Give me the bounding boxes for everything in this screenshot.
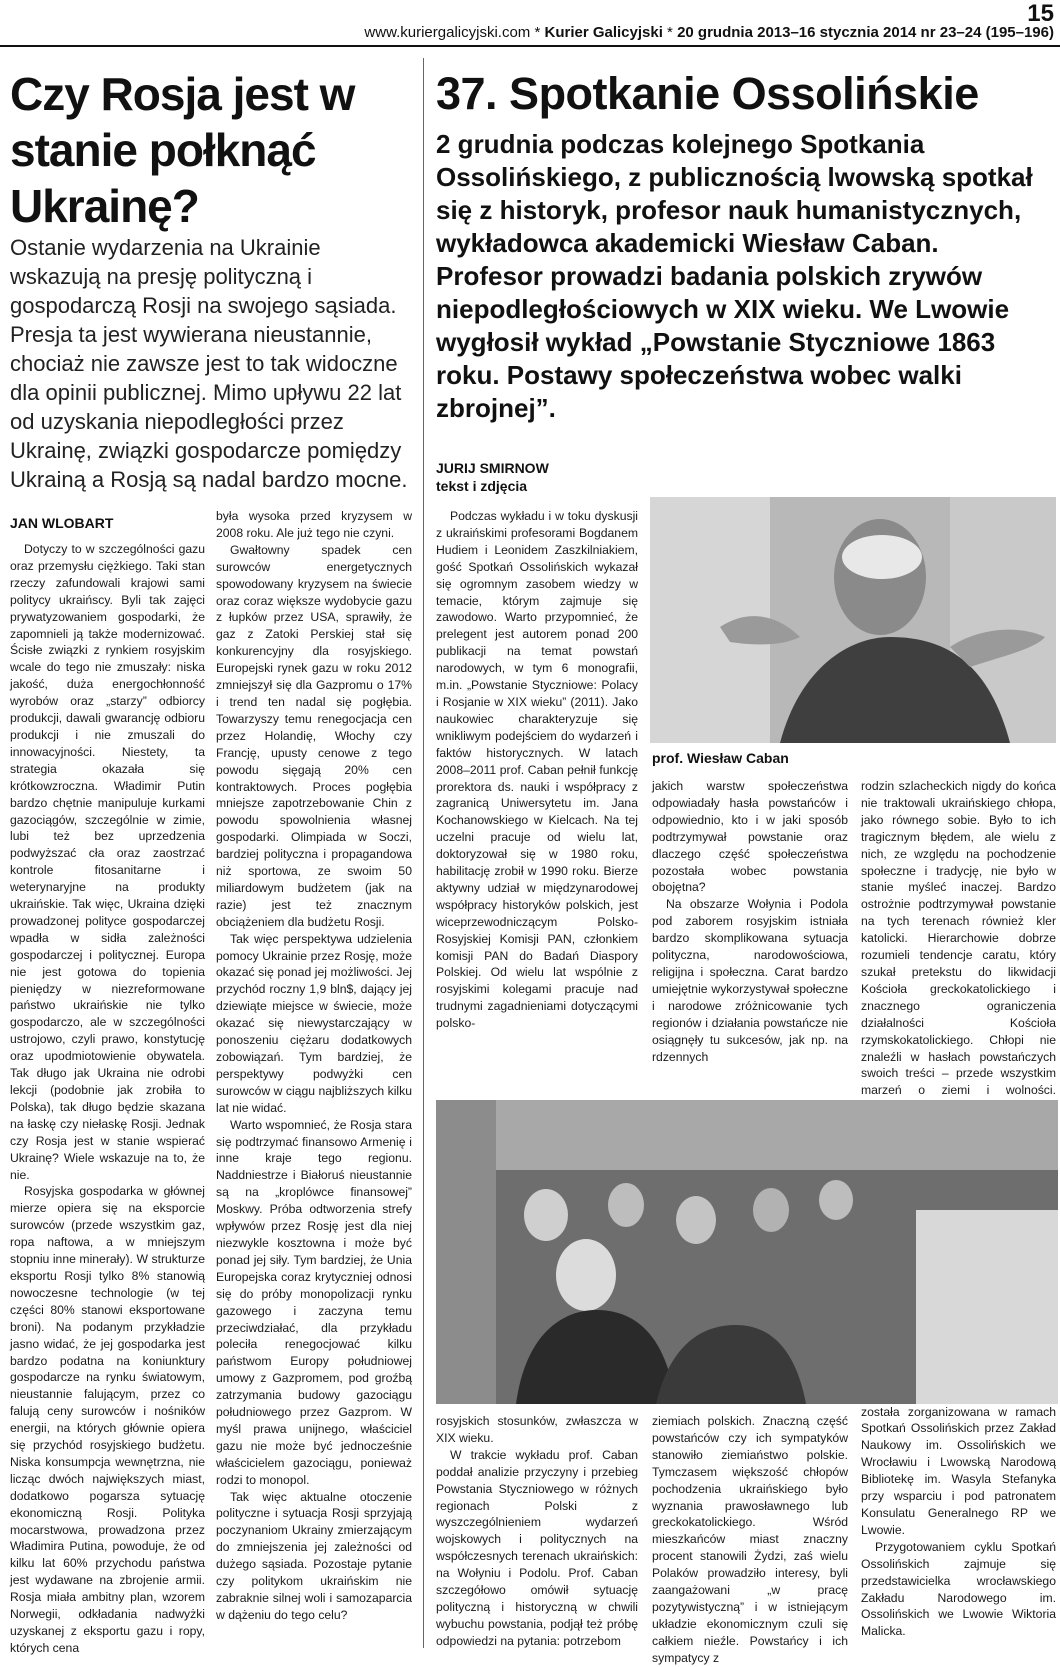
photo-audience — [436, 1100, 1058, 1404]
paragraph: była wysoka przed kryzysem w 2008 roku. Ale już tego nie czyni. — [216, 509, 412, 540]
paragraph: Warto wspomnieć, że Rosja stara się podtrzymać finansowo Armenię i inne kraje tego regionu. Naddniestrze i Białoruś nieustannie są na „kroplówce finansowej” Moskwy. Próba odtworzenia strefy wpływów przez Rosję jest dla niej niezwykle kosztowna i może być ponad jej siły. Tym bardziej, że Unia Europejska coraz krytyczniej odnosi się do próby monopolizacji rynku gazowego i zaczyna temu przeciwdziałać, dla przykładu poleciła renegocjować kilku państwom Europy południowej umowy z Gazpromem, pod groźbą zatrzymania budowy gazociągu południowego przez Gazprom. W myśl prawa unijnego, właściciel gazu nie może być jednocześnie właścicielem gazociągu, ponieważ rodzi to monopol. — [216, 1117, 412, 1487]
page-header — [0, 0, 1060, 44]
left-article-author: JAN WLOBART — [10, 515, 114, 531]
paragraph: Dotyczy to w szczególności gazu oraz przemysłu ciężkiego. Taki stan rzeczy zafundowali krajowi sami politycy ukraińscy. Byli tak zajęci prywatyzowaniem gospodarki, że zapomnieli ją także modernizować. Ścisłe związki z rynkiem rosyjskim wcale do tego nie zmuszały: niska jakość, duża energochłonność wyrobów oraz „starzy” odbiorcy produkcji, dawali gwarancję odbioru produkcji i nie zmuszali do innowacyjności. Niestety, ta strategia okazała się krótkowzroczna. Władimir Putin bardzo chętnie manipuluje kurkami gazociągów, szczególnie w zimie, lubi też bez uprzedzenia podwyższać cła oraz zaostrzać kontrole fitosanitarne i weterynaryjne na produkty ukraińskie. Tak więc, Ukraina dzięki prowadzonej polityce gospodarczej wpadła w sidła zależności gospodarczej i politycznej. Europa nie jest gotowa do topienia pieniędzy w niezreformowane państwo ukraińskie nie tylko gospodarczo, ale w szczególności ustrojowo, czyli prawo, konstytucję oraz upodmiotowienie obywatela. Tak długo jak Ukraina nie odrobi lekcji (podobnie jak zrobiła to Polska), tak długo będzie skazana na łaskę czy niełaskę Rosji. Jednak czy Rosja jest w stanie wspierać Ukrainę? Wiele wskazuje na to, że nie. — [10, 542, 205, 1182]
right-article-column-a-continued — [436, 1413, 638, 1650]
left-article-title: Czy Rosja jest w stanie połknąć Ukrainę? — [10, 68, 355, 232]
right-article-column-b — [652, 778, 848, 1065]
left-article-lead: Ostanie wydarzenia na Ukrainie wskazują na presję polityczną i gospodarczą Rosji na swojego sąsiada. Presja ta jest wywierana nieustannie, chociaż nie zawsze jest to tak widoczne dla opinii publicznej. Mimo upływu 22 lat od uzyskania niepodległości przez Ukrainę, związki gospodarcze pomiędzy Ukrainą a Rosją są nadal bardzo mocne. — [10, 235, 408, 492]
paragraph: rosyjskich stosunków, zwłaszcza w XIX wieku. — [436, 1414, 638, 1445]
paragraph: W trakcie wykładu prof. Caban poddał analizie przyczyny i przebieg Powstania Styczniowego w różnych regionach Polski z wyszczególnieniem wydarzeń wojskowych i politycznych na współczesnych terenach ukraińskich: na Wołyniu i Podolu. Prof. Caban szczegółowo omówił sytuację polityczną i historyczną w chwili wybuchu powstania, podjął też próbę odpowiedzi na pytania: potrzebom — [436, 1447, 638, 1648]
paragraph: Podczas wykładu i w toku dyskusji z ukraińskimi profesorami Bogdanem Hudiem i Leonidem Zaszkilniakiem, gość Spotkań Ossolińskich wykazał się ogromnym zasobem wiedzy w temacie, którym zajmuje się zawodowo. Warto przypomnieć, że prelegent jest autorem ponad 200 publikacji na temat powstań narodowych, w tym 6 monografii, m.in. „Powstanie Styczniowe: Polacy i Rosjanie w XIX wieku” (2011). Jako naukowiec charakteryzuje się wnikliwym podejściem do wydarzeń i faktów historycznych. W latach 2008–2011 prof. Caban pełnił funkcję prorektora ds. nauki i współpracy z zagranicą Uniwersytetu im. Jana Kochanowskiego w Kielcach. Na tej uczelni pracuje od wielu lat, doktoryzował się w 1980 roku, habilitację zrobił w 1990 roku. Bierze aktywny udział w międzynarodowej współpracy historyków polskich, jest wiceprzewodniczącym Polsko-Rosyjskiej Komisji PAN, członkiem komisji PAN do Badań Diaspory Polskiej. Od wielu lat wspólnie z rosyjskimi kolegami pracuje nad trudnymi zagadnieniami dotyczącymi polsko- — [436, 509, 638, 1031]
left-article-column-2 — [216, 508, 412, 1624]
paragraph: została zorganizowana w ramach Spotkań Ossolińskich przez Zakład Naukowy im. Ossolińskich we Wrocławiu i Lwowską Narodową Bibliotekę im. Wasyla Stefanyka przy wsparciu i pod patronatem Konsulatu Generalnego RP we Lwowie. — [861, 1404, 1056, 1537]
header-rule — [0, 45, 1060, 47]
paragraph: Na obszarze Wołynia i Podola pod zaborem rosyjskim istniała bardzo skomplikowana sytuacja polityczna, narodowościowa, religijna i społeczna. Carat bardzo umiejętnie wykorzystywał społeczne i narodowe zróżnicowanie tych regionów i działania powstańcze nie osiągnęły tu sukcesów, jak np. na rdzennych — [652, 897, 848, 1064]
masthead — [364, 24, 1054, 41]
paragraph: Tak więc perspektywa udzielenia pomocy Ukrainie przez Rosję, może okazać się ponad jej możliwości. Jej przychód roczny 1,9 bln$, dający jej dziewiąte miejsce w świecie, może okazać się niewystarczający w ponoszeniu ciężaru dodatkowych zobowiązań. Tym bardziej, że perspektywy podwyżki cen surowców w ciągu najbliższych kilku lat nie widać. — [216, 931, 412, 1115]
photo-caption: prof. Wiesław Caban — [652, 750, 789, 766]
right-article-column-a — [436, 508, 638, 1032]
paragraph: jakich warstw społeczeństwa odpowiadały hasła powstańców i odpowiednio, kto i w jaki sposób podtrzymywał powstanie oraz dlaczego część społeczeństwa pozostała wobec powstania obojętna? — [652, 779, 848, 895]
paper-name: Kurier Galicyjski — [544, 24, 663, 41]
left-article-column-1 — [10, 541, 205, 1657]
site-url: www.kuriergalicyjski.com — [364, 24, 531, 41]
paragraph: rodzin szlacheckich nigdy do końca nie traktowali ukraińskiego chłopa, jako równego sobie. Było to ich tragicznym błędem, ale wielu z nich, ze względu na pochodzenie społeczne i tradycję, nie było w stanie myśleć inaczej. Bardzo ostrożnie podtrzymywał powstanie na tych terenach również kler katolicki. Hierarchowie dobrze rozumieli tendencje caratu, który szukał pretekstu do likwidacji Kościoła greckokatolickiego i znacznego ograniczenia działalności Kościoła rzymskokatolickiego. Chłopi nie znaleźli w hasłach powstańczych swoich treści – przede wszystkim marzeń o ziemi i wolności. — [861, 779, 1056, 1098]
photo-professor — [650, 497, 1056, 743]
separator: * — [530, 24, 545, 41]
page-number: 15 — [1027, 0, 1054, 27]
separator: * — [662, 24, 678, 41]
paragraph: ziemiach polskich. Znaczną część powstańców czy ich sympatyków stanowiło ziemiaństwo polskie. Tymczasem większość chłopów pochodzenia ukraińskiego było wyznania prawosławnego lub greckokatolickiego. Wśród mieszkańców miast znaczny procent stanowili Żydzi, zaś wielu Polaków prowadziło interesy, byli zaangażowani „w pracę pozytywistyczną” i w istniejącym układzie ekonomicznym czuli się całkiem nieźle. Powstańcy i ich sympatycy z — [652, 1414, 848, 1665]
paragraph: Rosyjska gospodarka w głównej mierze opiera się na eksporcie surowców (przede wszystkim gaz, ropa naftowa, a w mniejszym stopniu inne minerały). W strukturze eksportu Rosji tylko 8% stanowią nowoczesne technologie (w tej części 80% stanowi eksportowane broni). Na podanym przykładzie jasno widać, że jej gospodarka jest bardzo podatna na koniunktury gospodarcze na rynku światowym, nieustannie falującym, przez co falują ceny surowców i nośników energii, na których głównie opiera się przychód rosyjskiego budżetu. Niska konsumpcja wewnętrzna, nie licząc dwóch największych miast, dodatkowo pogarsza sytuację ekonomiczną Rosji. Polityka mocarstwowa, prowadzona przez Władimira Putina, powoduje, że od kilku lat 60% przychodu państwa jest wydawane na zbrojenie armii. Rosja miała ambitny plan, wzorem Norwegii, odkładania nadwyżki uzyskanej z eksportu gazu i ropy, których cena — [10, 1184, 205, 1655]
paragraph: Przygotowaniem cyklu Spotkań Ossolińskich zajmuje się przedstawicielka wrocławskiego Zakładu Narodowego im. Ossolińskich we Lwowie Wiktoria Malicka. — [861, 1539, 1056, 1639]
issue-info: 20 grudnia 2013–16 stycznia 2014 nr 23–24 (195–196) — [677, 24, 1054, 41]
author-name: JURIJ SMIRNOW — [436, 460, 549, 476]
paragraph: Tak więc aktualne otoczenie polityczne i sytuacja Rosji sprzyjają poczynaniom Ukrainy zmierzającym do zmniejszenia jej zależności od dużego sąsiada. Pozostaje pytanie czy politykom ukraińskim nie zabraknie silnej woli i samozaparcia w dążeniu do tego celu? — [216, 1489, 412, 1622]
right-article-title: 37. Spotkanie Ossolińskie — [436, 68, 979, 119]
audience-photo-image — [436, 1100, 1058, 1404]
right-article-lead: 2 grudnia podczas kolejnego Spotkania Ossolińskiego, z publicznością lwowską spotkał się z historyk, profesor nauk humanistycznych, wykładowca akademicki Wiesław Caban. Profesor prowadzi badania polskich zrywów niepodległościowych w XIX wieku. We Lwowie wygłosił wykład „Powstanie Styczniowe 1863 roku. Postawy społeczeństwa wobec walki zbrojnej”. — [436, 129, 1033, 423]
author-note: tekst i zdjęcia — [436, 478, 528, 494]
paragraph: Gwałtowny spadek cen surowców energetycznych spowodowany kryzysem na świecie oraz coraz większe wydobycie gazu z łupków przez USA, sprawiły, że gaz z Zatoki Perskiej stał się konkurencyjny dla rosyjskiego. Europejski rynek gazu w roku 2012 zmniejszył się dla Gazpromu o 17% i trend ten nadal się pogłębia. Towarzyszy temu renegocjacja cen przez Holandię, Włochy czy Francję, upusty cenowe z tego powodu sięgają 20% cen kontraktowych. Proces pogłębia mniejsze zapotrzebowanie Chin z powodu spowolnienia własnej gospodarki. Olimpiada w Soczi, bardziej polityczna i propagandowa niż sportowa, ze swoim 50 miliardowym budżetem (jak na razie) jest też znacznym obciążeniem dla budżetu Rosji. — [216, 542, 412, 929]
professor-photo-image — [650, 497, 1056, 743]
right-article-column-b-continued — [652, 1413, 848, 1667]
right-article-byline — [436, 459, 549, 495]
column-divider — [423, 58, 424, 1648]
